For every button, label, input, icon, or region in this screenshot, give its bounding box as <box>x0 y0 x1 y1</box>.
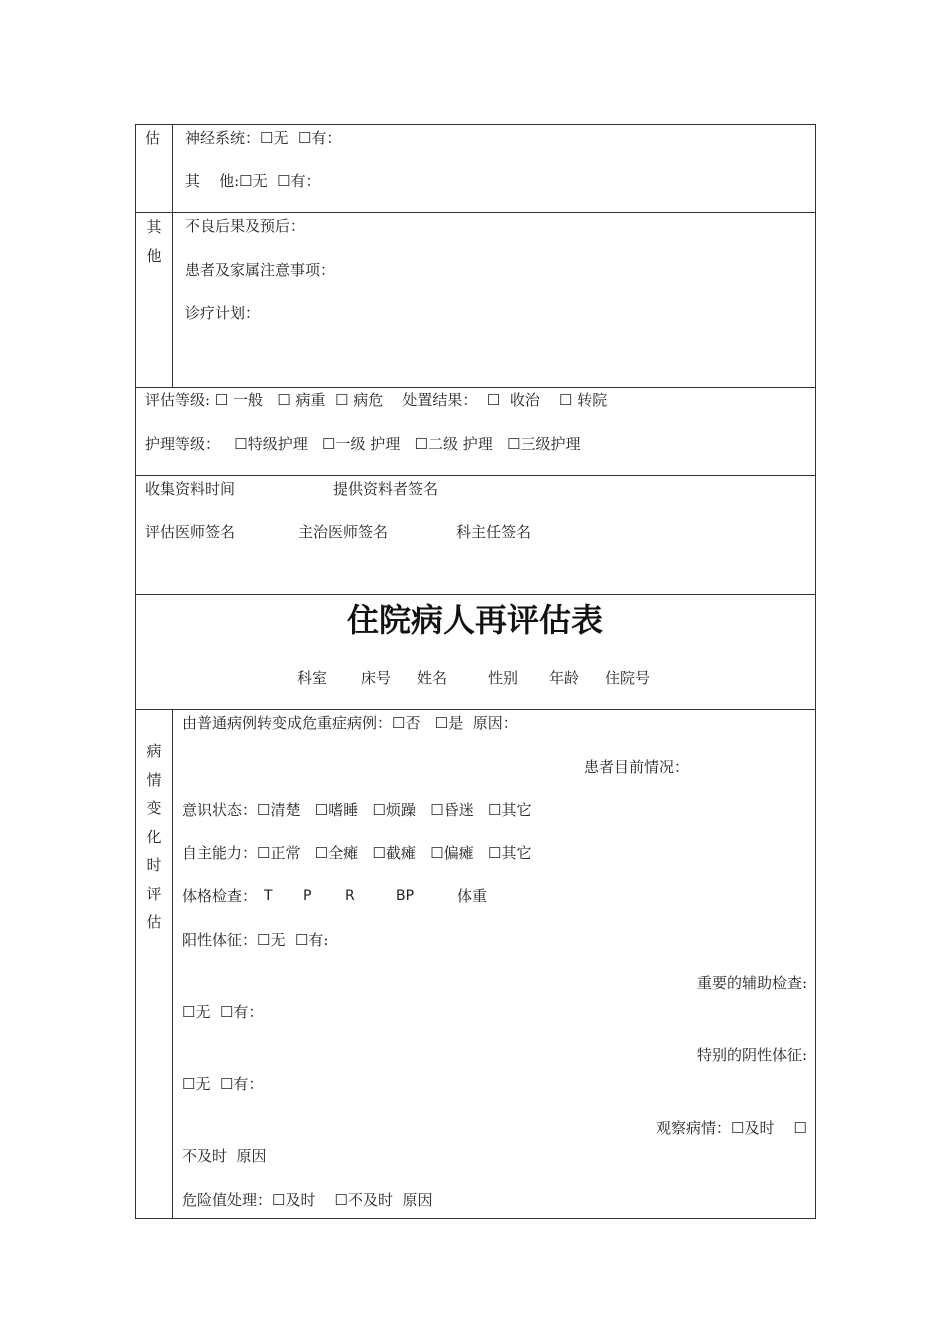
side-label-other: 其他 <box>146 218 162 265</box>
collect-time-label: 收集资料时间 <box>145 480 236 498</box>
consciousness-field: 意识状态：☐清楚 ☐嗜睡 ☐烦躁 ☐昏迷 ☐其它 <box>182 801 532 819</box>
exam-respiration: R <box>345 888 355 904</box>
side-label-condition-change: 病情变化时评估 <box>146 742 162 931</box>
table-border-top <box>135 124 816 125</box>
negative-signs-label: 特别的阴性体征: <box>696 1046 807 1064</box>
exam-pulse: P <box>303 888 312 904</box>
table-border-left <box>135 124 136 1219</box>
bed-label: 床号 <box>361 669 392 687</box>
conversion-field: 由普通病例转变成危重症病例：☐否 ☐是 原因： <box>182 714 518 732</box>
provider-sign-label: 提供资料者签名 <box>333 480 439 498</box>
exam-temperature: T <box>264 888 273 904</box>
autonomy-field: 自主能力：☐正常 ☐全瘫 ☐截瘫 ☐偏瘫 ☐其它 <box>182 844 532 862</box>
aux-exam-options: ☐无 ☐有： <box>182 1003 264 1021</box>
outcome-field: 不良后果及预后： <box>185 217 306 235</box>
name-label: 姓名 <box>417 669 448 687</box>
row-divider <box>135 594 816 595</box>
row-divider <box>135 387 816 388</box>
attending-doctor-sign-label: 主治医师签名 <box>298 523 389 541</box>
dept-head-sign-label: 科主任签名 <box>456 523 532 541</box>
admission-no-label: 住院号 <box>605 669 651 687</box>
side-label-assess: 估 <box>145 129 161 147</box>
assess-doctor-sign-label: 评估医师签名 <box>145 523 236 541</box>
column-divider <box>172 709 173 1219</box>
table-border-right <box>815 124 816 1219</box>
negative-signs-options: ☐无 ☐有： <box>182 1075 264 1093</box>
table-border-bottom <box>135 1218 816 1219</box>
current-status-label: 患者目前情况： <box>584 758 690 776</box>
row-divider <box>135 475 816 476</box>
observe-condition-field: 观察病情：☐及时 ☐ <box>656 1119 807 1137</box>
other-field: 其 他:☐无 ☐有： <box>185 172 321 190</box>
row-divider <box>135 212 816 213</box>
positive-signs-field: 阳性体征：☐无 ☐有: <box>182 931 329 949</box>
plan-field: 诊疗计划： <box>185 304 261 322</box>
critical-value-field: 危险值处理：☐及时 ☐不及时 原因 <box>182 1191 433 1209</box>
nursing-level-field: 护理等级： ☐特级护理 ☐一级 护理 ☐二级 护理 ☐三级护理 <box>145 435 581 453</box>
column-divider <box>172 124 173 388</box>
notes-field: 患者及家属注意事项： <box>185 261 336 279</box>
neuro-system-field: 神经系统：☐无 ☐有： <box>185 129 342 147</box>
physical-exam-label: 体格检查： <box>182 887 258 905</box>
sex-label: 性别 <box>488 669 519 687</box>
assessment-level-field: 评估等级: ☐ 一般 ☐ 病重 ☐ 病危 处置结果： ☐ 收治 ☐ 转院 <box>145 391 608 409</box>
aux-exam-label: 重要的辅助检查: <box>696 974 807 992</box>
row-divider <box>135 709 816 710</box>
form-title: 住院病人再评估表 <box>346 601 603 639</box>
observe-condition-cont: 不及时 原因 <box>182 1147 267 1165</box>
exam-weight: 体重 <box>457 887 488 905</box>
exam-blood-pressure: BP <box>396 888 415 904</box>
dept-label: 科室 <box>297 669 328 687</box>
age-label: 年龄 <box>549 669 580 687</box>
